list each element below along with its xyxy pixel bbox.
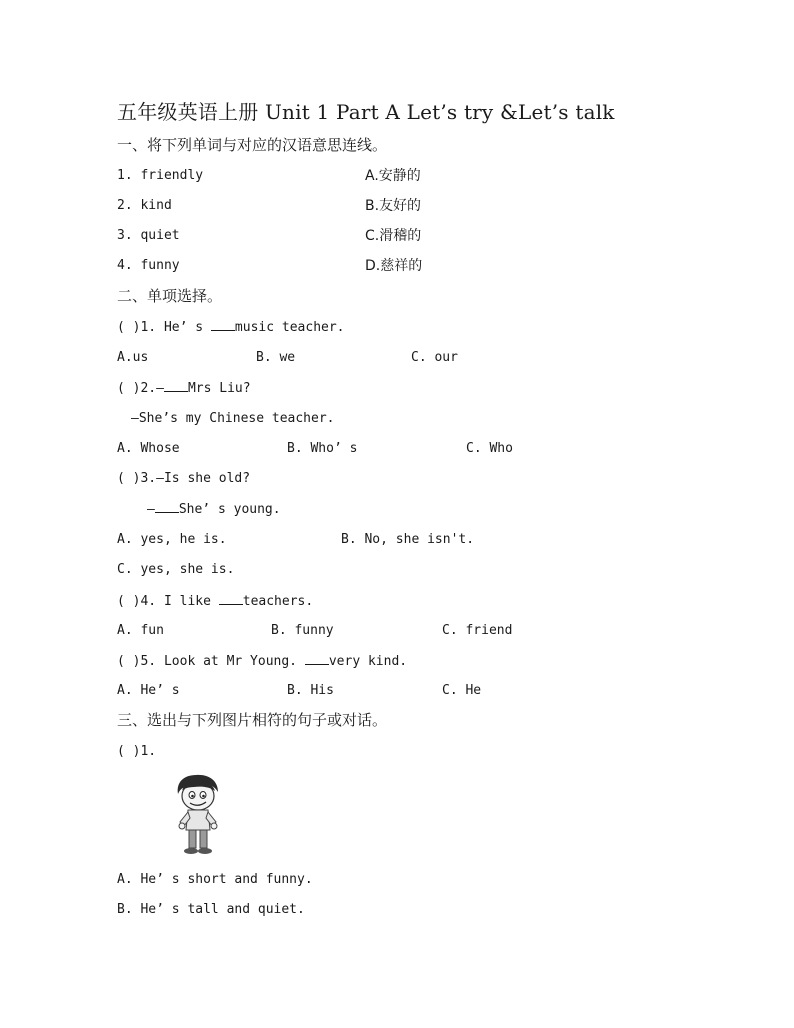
question-1: [117, 318, 345, 337]
section-1-heading: 一、将下列单词与对应的汉语意思连线。: [117, 136, 388, 154]
meaning-item: B.友好的: [365, 198, 422, 214]
option-b: B. funny: [271, 623, 334, 638]
question-stem: ( )5. Look at Mr Young.: [117, 654, 305, 669]
question-4: [117, 592, 313, 611]
question-stem: ( )4. I like: [117, 594, 219, 609]
option-a: A. fun: [117, 623, 164, 638]
answer-blank[interactable]: [219, 592, 243, 605]
question-stem: ( )2.—: [117, 381, 164, 396]
word-item: 3. quiet: [117, 228, 180, 243]
question-picture-1: ( )1.: [117, 744, 157, 759]
option-b: B. No, she isn't.: [341, 532, 475, 547]
meaning-item: D.慈祥的: [365, 258, 423, 274]
option-c: C. yes, she is.: [117, 562, 235, 577]
question-stem-end: music teacher.: [234, 320, 345, 335]
option-a: A. yes, he is.: [117, 532, 227, 547]
option-a: A. Whose: [117, 441, 180, 456]
option-c: C. He: [442, 683, 482, 698]
word-item: 1. friendly: [117, 168, 204, 183]
answer-blank[interactable]: [305, 652, 329, 665]
reply-text: She’ s young.: [178, 502, 281, 517]
option-c: C. friend: [442, 623, 513, 638]
dash: —: [147, 502, 155, 517]
option-c: C. our: [411, 350, 458, 365]
option-b: B. His: [287, 683, 334, 698]
question-stem-end: teachers.: [242, 594, 314, 609]
page-title: 五年级英语上册 Unit 1 Part A Let’s try &Let’s talk: [117, 100, 615, 124]
question-2: [117, 379, 251, 398]
meaning-item: C.滑稽的: [365, 228, 422, 244]
question-3: ( )3.—Is she old?: [117, 471, 251, 486]
word-item: 2. kind: [117, 198, 172, 213]
answer-blank[interactable]: [164, 379, 188, 392]
option-a: A. He’ s short and funny.: [117, 872, 313, 887]
dialogue-reply: —She’s my Chinese teacher.: [131, 411, 335, 426]
answer-blank[interactable]: [211, 318, 235, 331]
section-3-heading: 三、选出与下列图片相符的句子或对话。: [117, 711, 388, 729]
option-b: B. we: [256, 350, 296, 365]
option-a: A.us: [117, 350, 149, 365]
dialogue-reply: [147, 500, 281, 519]
question-stem-end: Mrs Liu?: [187, 381, 251, 396]
meaning-item: A.安静的: [365, 168, 421, 184]
option-c: C. Who: [466, 441, 513, 456]
word-item: 4. funny: [117, 258, 180, 273]
option-b: B. He’ s tall and quiet.: [117, 902, 305, 917]
question-stem-end: very kind.: [328, 654, 408, 669]
answer-blank[interactable]: [155, 500, 179, 513]
question-stem: ( )1. He’ s: [117, 320, 211, 335]
section-2-heading: 二、单项选择。: [117, 287, 223, 305]
option-b: B. Who’ s: [287, 441, 358, 456]
cartoon-boy-illustration: [170, 772, 226, 856]
question-5: [117, 652, 407, 671]
option-a: A. He’ s: [117, 683, 180, 698]
